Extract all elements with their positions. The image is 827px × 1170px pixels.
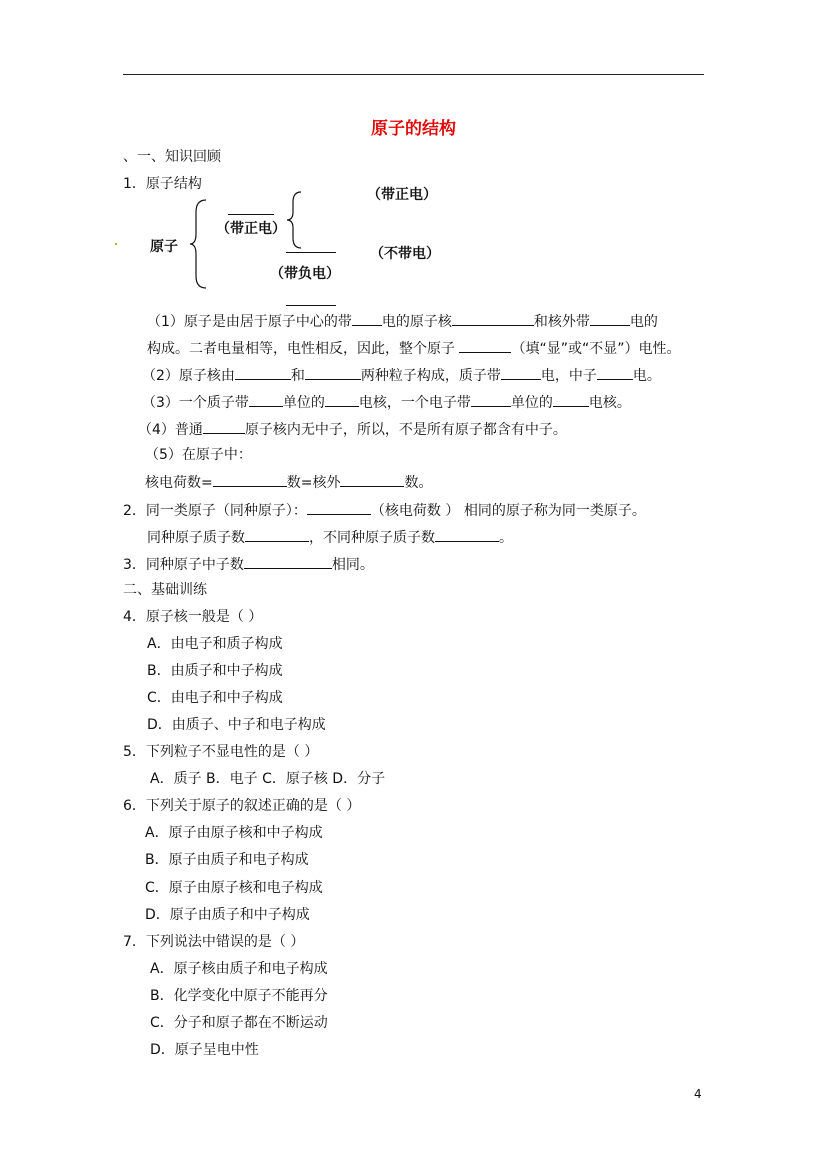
blank[interactable] xyxy=(213,472,287,487)
diagram-label-positive: （带正电） xyxy=(216,221,286,237)
stray-mark xyxy=(115,243,117,245)
q5-stem: 5．下列粒子不显电性的是（ ） xyxy=(123,744,319,760)
blank[interactable] xyxy=(435,527,499,542)
fill-line-q2b: 同种原子质子数 ，不同种原子质子数 。 xyxy=(147,527,513,547)
q7-option-c[interactable]: C．分子和原子都在不断运动 xyxy=(150,1015,328,1031)
blank[interactable] xyxy=(305,365,361,380)
blank[interactable] xyxy=(352,311,382,326)
diagram-blank-electron xyxy=(286,305,336,306)
section-knowledge-review: 、一、知识回顾 xyxy=(123,149,221,165)
blank[interactable] xyxy=(245,527,309,542)
diagram-label-proton-charge: （带正电） xyxy=(367,187,437,203)
blank[interactable] xyxy=(553,392,589,407)
q1-label: 1．原子结构 xyxy=(123,176,202,192)
q7-option-b[interactable]: B．化学变化中原子不能再分 xyxy=(150,988,328,1004)
section-basic-training: 二、基础训练 xyxy=(123,582,207,598)
q6-option-b[interactable]: B．原子由质子和电子构成 xyxy=(145,852,309,868)
q7-option-d[interactable]: D．原子呈电中性 xyxy=(150,1042,259,1058)
blank[interactable] xyxy=(325,392,359,407)
blank[interactable] xyxy=(459,338,511,353)
blank[interactable] xyxy=(244,554,332,569)
fill-line-p2: （2）原子核由 和 两种粒子构成，质子带 电，中子 电。 xyxy=(142,365,661,385)
inner-brace xyxy=(286,190,304,250)
blank[interactable] xyxy=(235,365,291,380)
page-number: 4 xyxy=(694,1087,702,1101)
blank[interactable] xyxy=(307,500,371,515)
blank[interactable] xyxy=(590,311,630,326)
blank[interactable] xyxy=(249,392,283,407)
diagram-label-neutral: （不带电） xyxy=(370,246,440,262)
q5-options[interactable]: A．质子 B．电子 C．原子核 D．分子 xyxy=(150,771,386,787)
fill-line-q3: 3．同种原子中子数 相同。 xyxy=(123,554,374,574)
q7-option-a[interactable]: A．原子核由质子和电子构成 xyxy=(150,961,328,977)
fill-line-p1b: 构成。二者电量相等，电性相反，因此，整个原子 （填“显”或“不显”）电性。 xyxy=(147,338,680,358)
blank[interactable] xyxy=(501,365,541,380)
q6-option-d[interactable]: D．原子由质子和中子构成 xyxy=(145,907,310,923)
q4-option-a[interactable]: A．由电子和质子构成 xyxy=(147,636,283,652)
outer-brace xyxy=(190,198,210,290)
fill-line-p4: （4）普通 原子核内无中子，所以，不是所有原子都含有中子。 xyxy=(138,419,567,439)
q4-stem: 4．原子核一般是（ ） xyxy=(123,609,263,625)
fill-line-p3: （3）一个质子带 单位的 电核，一个电子带 单位的 电核。 xyxy=(142,392,631,412)
q4-option-b[interactable]: B．由质子和中子构成 xyxy=(147,663,283,679)
diagram-blank-neutron xyxy=(286,252,336,253)
fill-line-q2: 2．同一类原子（同种原子）： （核电荷数 ） 相同的原子称为同一类原子。 xyxy=(123,500,646,520)
q7-stem: 7．下列说法中错误的是（ ） xyxy=(123,934,305,950)
diagram-label-negative: （带负电） xyxy=(270,266,340,282)
q4-option-c[interactable]: C．由电子和中子构成 xyxy=(147,690,283,706)
fill-line-p5: （5）在原子中： xyxy=(145,447,252,463)
blank[interactable] xyxy=(340,472,404,487)
diagram-atom-label: 原子 xyxy=(150,239,178,255)
header-rule xyxy=(123,74,704,75)
blank[interactable] xyxy=(597,365,633,380)
q4-option-d[interactable]: D．由质子、中子和电子构成 xyxy=(147,717,326,733)
blank[interactable] xyxy=(452,311,534,326)
blank[interactable] xyxy=(203,419,245,434)
page-title: 原子的结构 xyxy=(371,119,456,139)
fill-line-p1: （1）原子是由居于原子中心的带 电的原子核 和核外带 电的 xyxy=(147,311,658,331)
q6-option-c[interactable]: C．原子由原子核和电子构成 xyxy=(145,880,323,896)
blank[interactable] xyxy=(471,392,511,407)
q6-stem: 6．下列关于原子的叙述正确的是（ ） xyxy=(123,798,361,814)
q6-option-a[interactable]: A．原子由原子核和中子构成 xyxy=(145,825,323,841)
diagram-blank-nucleus xyxy=(228,214,274,215)
fill-line-p5b: 核电荷数= 数=核外 数。 xyxy=(145,472,432,492)
